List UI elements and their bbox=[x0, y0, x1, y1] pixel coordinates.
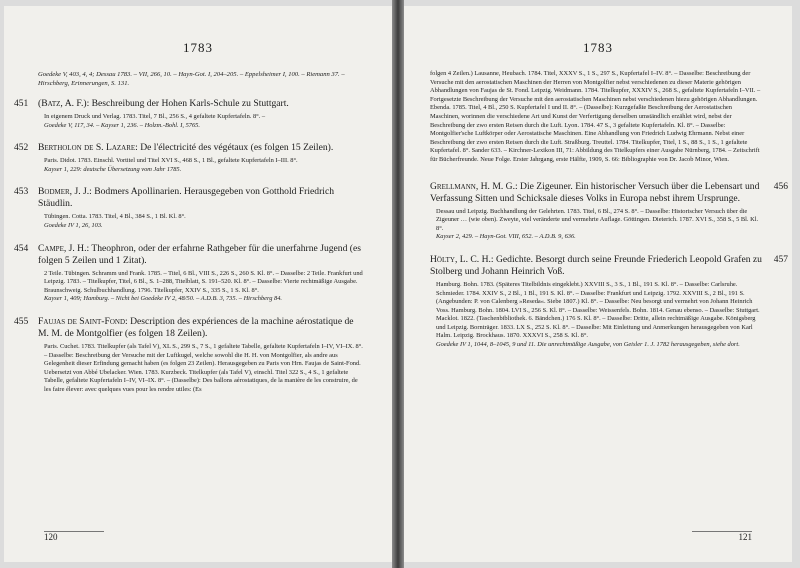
entry-author: Bertholon de S. Lazare: bbox=[38, 142, 138, 154]
entry-title: De l'électricité des végétaux (es folgen 15 Zeilen). bbox=[137, 142, 334, 154]
entry-author: Campe, J. H.: bbox=[38, 242, 90, 254]
catalog-entry bbox=[14, 315, 364, 395]
entry-number: 457 bbox=[773, 254, 788, 265]
catalog-entry bbox=[14, 98, 364, 130]
entry-references: Goedeke IV 1, 1044, 8–1045, 9 und 11. Die unrechtmäßige Ausgabe, von Geisler 1. J. 1782 herausgegeben, siehe dort. bbox=[436, 341, 740, 349]
entry-title: Theophron, oder der erfahrne Rathgeber für die unerfahrne Jugend (es folgen 5 Zeilen und 1 Zitat). bbox=[38, 242, 361, 266]
entry-title: Die Zigeuner. Ein historischer Versuch über die Lebensart und Verfassung Sitten und Schicksale dieses Volks in Europa nebst ihrem Ursprunge. bbox=[430, 180, 760, 204]
page-number: 121 bbox=[738, 532, 752, 542]
entry-description: 2 Teile. Tübingen. Schramm und Frank. 1785. – Titel, 6 Bl., VIII S., 226 S., 260 S. Kl. 8°. – Dasselbe: 2 Teile. Frankfurt und Leipzig. 1783. – Titelkupfer, Titel, 6 Bl., S. 1–288, Titelblatt, S. 191–520. Kl. 8°. – Dasselbe: Vierte rechtmäßige Ausgabe. Braunschweig. Schulbuchhandlung. 1796. Titelkupfer, XXIV S., 335 S., 1 S. Kl. 8°. bbox=[44, 269, 363, 294]
entry-number: 453 bbox=[14, 187, 29, 198]
continuation-text: folgen 4 Zeilen.) Lausanne, Heubach. 1784. Titel, XXXV S., 1 S., 297 S., Kupfertafel I–IV. 8°. – Dasselbe: Beschreibung der Versuche mit den aerostatischen Maschinen der Herren von Montgolfier nebst verschiedenen zu dieser Materie gehörigen Abhandlungen von Faujas de St. Fond. Leipzig. Weidmann. 1784. Titelkupfer, XXXIV S., 268 S., gefaltete Kupfertafeln I–VII. – Fortgesetzte Beschreibung der Versuche mit den aerostatischen Maschinen nebst verschiedenen hiezu gehörigen Abhandlungen. Ebenda. 1785. Titel, 4 Bl., 250 S. Kupfertafel I und II. 8°. – (Dasselbe): Kurzgefaßte Beschreibung der Aerostatischen Maschinen, worinnen die verschiedene Art und Kunst der Verfertigung derselben umständlich erzählet wird, nebst der Beschreibung der zwo ersten Reisen durch die Luft. Lyon. 1784. 47 S., 3 gefaltete Kupfertafeln. Kl. 8°. – Dasselbe: Montgolfier'sche Luftkörper oder Aerostatische Maschinen. Eine Abhandlung von Friedrich Ludwig Ehrmann. Nebst einer Beschreibung der zwo ersten Reisen durch die Luft. Straßburg. Treuttel. 1784. Titelkupfer, Titel, 1 S., 88 S., 1 S., 1 gefaltete Kupfertafel. 8°. Sander 633. – Kirchner-Lexikon III, 71: Abbildung des Titelkupfers einer Ausgabe Nürnberg, 1784. – Zeitschrift für Bücherfreunde. Neue Folge. Erster Jahrgang, erste Hälfte, 1909, S. 66: Bibliographie von Dr. Jacob Minor, Wien. bbox=[430, 70, 761, 163]
entry-author: Faujas de Saint-Fond: bbox=[38, 315, 128, 327]
catalog-entry bbox=[14, 242, 364, 304]
entry-heading bbox=[430, 254, 762, 278]
entry-title: Beschreibung der Hohen Karls-Schule zu Stuttgart. bbox=[89, 98, 289, 109]
entry-number: 454 bbox=[14, 243, 29, 254]
entry-number: 451 bbox=[14, 99, 29, 109]
entry-references: Kayser 1, 229: deutsche Übersetzung vom Jahr 1785. bbox=[44, 165, 182, 173]
catalog-entry bbox=[430, 253, 788, 350]
entry-author: Grellmann, H. M. G.: bbox=[430, 180, 518, 192]
entry-heading bbox=[38, 243, 364, 267]
entry-description: In eigenem Druck und Verlag. 1783. Titel, 7 Bl., 256 S., 4 gefaltete Kupfertafeln. 8°. – bbox=[44, 113, 266, 120]
entry-description: Tübingen. Cotta. 1783. Titel, 4 Bl., 384 S., 1 Bl. Kl. 8°. bbox=[44, 213, 186, 221]
entry-title: Gedichte. Besorgt durch seine Freunde Friederich Leopold Grafen zu Stolberg und Johann Heinrich Voß. bbox=[430, 253, 762, 277]
entry-heading bbox=[38, 98, 364, 110]
entry-references: Kayser 2, 429. – Hayn-Got. VIII, 652. – A.D.B. 9, 636. bbox=[436, 233, 576, 241]
continuation-text: Goedeke V, 403, 4, 4; Dessau 1783. – VII, 266, 10. – Hayn-Got. I, 204–205. – Eppelsheimer I, 100. – Riemann 37. – Hirschberg, Erinnerungen, S. 131. bbox=[38, 71, 345, 87]
entry-references: Kayser 1, 409; Hamburg. – Nicht bei Goedeke IV 2, 48/50. – A.D.B. 3, 735. – Hirschberg 84. bbox=[44, 295, 283, 303]
page-number: 120 bbox=[44, 532, 58, 542]
entry-title: Description des expériences de la machine aérostatique de M. M. de Montgolfier (es folgen 18 Zeilen). bbox=[38, 315, 354, 339]
entry-heading bbox=[38, 142, 364, 154]
entry-number: 452 bbox=[14, 143, 29, 154]
book-gutter bbox=[392, 0, 404, 568]
entry-heading bbox=[38, 316, 364, 340]
entry-references: Goedeke IV 1, 26, 103. bbox=[44, 221, 103, 229]
entry-author: Bodmer, J. J.: bbox=[38, 186, 92, 198]
entry-description: Dessau und Leipzig. Buchhandlung der Gelehrten. 1783. Titel, 6 Bl., 274 S. 8°. – Dasselbe: Historischer Versuch über die Zigeuner … (wie oben). Zweyte, viel veränderte und vermehrte Auflage. Göttingen. Dieterich. 1787. XVI S., 358 S., 5 Bl. Kl. 8°. bbox=[436, 207, 759, 232]
page-content bbox=[404, 70, 792, 350]
entry-heading bbox=[38, 186, 364, 210]
page-content bbox=[4, 70, 392, 395]
catalog-entry bbox=[14, 186, 364, 230]
entry-number: 455 bbox=[14, 316, 29, 327]
running-head: 1783 bbox=[183, 40, 213, 55]
entry-references: Goedeke V, 117, 34. – Kayser 1, 236. – Holzm.-Bohl. I, 5765. bbox=[44, 121, 200, 129]
running-head: 1783 bbox=[583, 40, 613, 55]
catalog-entry bbox=[14, 142, 364, 174]
entry-author: Hölty, L. C. H.: bbox=[430, 253, 494, 265]
entry-description: Paris. Cuchet. 1783. Titelkupfer (als Tafel V), XL S., 299 S., 7 S., 1 gefaltete Tabelle, gefaltete Kupfertafeln I–IV, VI–IX. 8°. – Dasselbe: Beschreibung der Versuche mit der Luftkugel, welche sowohl die H. H. von Montgolfier, als andre aus Gelegenheit dieser Erfindung gemacht haben (es folgen 23 Zeilen). Herausgegeben zu Paris von Hrn. Faujas de Saint-Fond. Uebersetzt von Abbé Ubelacker. Wien. 1783. Kurzbeck. Titelkupfer (als Tafel V), einschl. Titel 322 S., 4 S., 1 gefaltete Tabelle, gefaltete Kupfertafeln I–IV, VI–IX. 8°. – (Dasselbe): Des ballons aérostatiques, de la manière de les construire, de les faire élever: avec quelques vues pour les rendre utiles: (Es bbox=[44, 342, 363, 393]
entry-description: Paris. Didot. 1783. Einschl. Vortitel und Titel XVI S., 468 S., 1 Bl., gefaltete Kupfertafeln I–III. 8°. bbox=[44, 157, 298, 165]
right-page bbox=[404, 6, 792, 562]
entry-author: (Batz, A. F.): bbox=[38, 98, 90, 109]
entry-heading bbox=[430, 181, 762, 205]
entry-description: Hamburg. Bohn. 1783. (Späteres Titelbildnis eingeklebt.) XXVIII S., 3 S., 1 Bl., 191 S. Kl. 8°. – Dasselbe: Carlsruhe. Schmieder. 1784. XXIV S., 2 Bl., 1 Bl., 191 S. Kl. 8°. – Dasselbe: Frankfurt und Leipzig. 1792. XXVIII S., 2 Bl., 191 S. (Angebunden: P. von Calenberg »Reseda«. Siebe 1807.) Kl. 8°. – Dasselbe: Neu besorgt und vermehrt von Johann Heinrich Voss. Hamburg. Bohn. 1804. LVI S., 256 S. Kl. 8°. – Dasselbe: Weissenfels. Bohn. 1814. Genau ebenso. – Dasselbe: Stuttgart. Macklot. 1822. (Taschenbibliothek. 6. Bändchen.) 176 S. Kl. 8°. – Dasselbe: Dritte, allein rechtmäßige Ausgabe. Königsberg und Leipzig. Bornträger. 1833. LX S., 252 S. Kl. 8°. – Dasselbe: Mit Einleitung und Anmerkungen herausgegeben von Karl Halm. Leipzig. Brockhaus. 1870. XXXVI S., 258 S. Kl. 8°. bbox=[436, 280, 760, 340]
left-page bbox=[4, 6, 392, 562]
catalog-entry bbox=[430, 180, 788, 242]
entry-number: 456 bbox=[773, 181, 788, 192]
entry-title: Bodmers Apollinarien. Herausgegeben von Gotthold Friedrich Stäudlin. bbox=[38, 186, 335, 210]
